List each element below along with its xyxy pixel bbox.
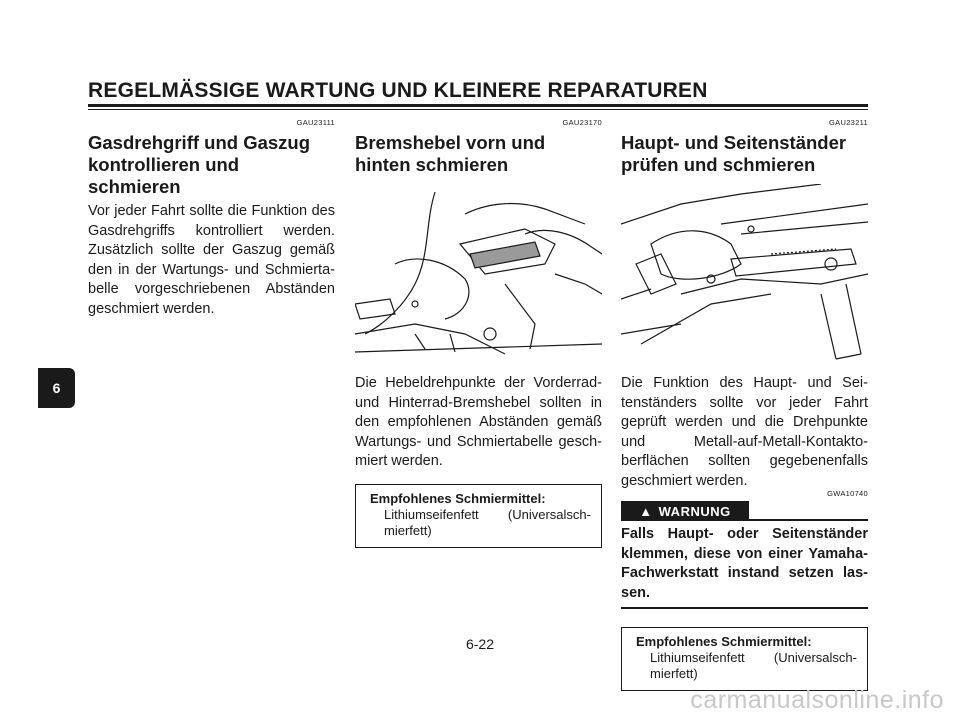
warning-code: GWA10740 bbox=[827, 489, 868, 498]
lubricant-box bbox=[355, 484, 602, 548]
warning-rule bbox=[749, 519, 868, 521]
warning-triangle-icon: ▲ bbox=[639, 503, 653, 519]
warning-text: Falls Haupt- oder Seitenständer klemmen, diese von einer Yamaha-Fachwerkstatt instand setzen lassen. bbox=[621, 526, 868, 601]
warning-badge bbox=[621, 501, 749, 521]
section-code: GAU23170 bbox=[562, 118, 602, 127]
section-title: Bremshebel vorn und hinten schmieren bbox=[355, 132, 546, 175]
section-body: Die Funktion des Haupt- und Seitenständers sollte vor jeder Fahrt geprüft werden und die Drehpunkte und Metall-auf-Metall-Kontaktoberflächen sollten gegebenenfalls geschmiert werden. bbox=[621, 375, 868, 489]
lubricant-title: Empfohlenes Schmiermittel: bbox=[370, 490, 546, 506]
page-number: 6-22 bbox=[465, 636, 495, 652]
section-code: GAU23111 bbox=[296, 118, 335, 127]
header-rule bbox=[88, 104, 868, 110]
section-brake-levers bbox=[355, 118, 602, 548]
section-title: Gasdrehgriff und Gaszug kontrollieren und schmieren bbox=[88, 132, 311, 197]
stand-illustration bbox=[621, 184, 868, 364]
chapter-tab: 6 bbox=[38, 368, 75, 408]
section-title: Haupt- und Seitenständer prüfen und schmieren bbox=[621, 132, 847, 175]
watermark: carmanualsonline.info bbox=[690, 686, 944, 714]
warning-label: WARNUNG bbox=[658, 503, 731, 519]
page-header-title: REGELMÄSSIGE WARTUNG UND KLEINERE REPARATUREN bbox=[88, 79, 708, 102]
lubricant-title: Empfohlenes Schmiermittel: bbox=[636, 634, 812, 649]
section-code: GAU23211 bbox=[829, 118, 868, 127]
lubricant-value: Lithiumseifenfett (Universalschmierfett) bbox=[384, 506, 591, 538]
brake-lever-illustration bbox=[355, 184, 602, 364]
section-stands bbox=[621, 118, 868, 691]
warning-header bbox=[621, 489, 868, 521]
section-body: Die Hebeldrehpunkte der Vorderrad- und Hinterrad-Bremshebel sollten in den empfohlenen Abständen gemäß Wartungs- und Schmiertabelle geschmiert werden. bbox=[355, 375, 602, 469]
warning-bottom-rule bbox=[621, 607, 868, 609]
section-body: Vor jeder Fahrt sollte die Funktion des Gasdrehgriffs kontrolliert werden. Zusätzlich sollte der Gaszug gemäß den in der Wartungs- und Schmiertabelle vorgeschriebenen Abständen geschmiert werden. bbox=[88, 203, 335, 317]
lubricant-value: Lithiumseifenfett (Universalschmierfett) bbox=[650, 650, 857, 681]
section-throttle bbox=[88, 118, 335, 319]
